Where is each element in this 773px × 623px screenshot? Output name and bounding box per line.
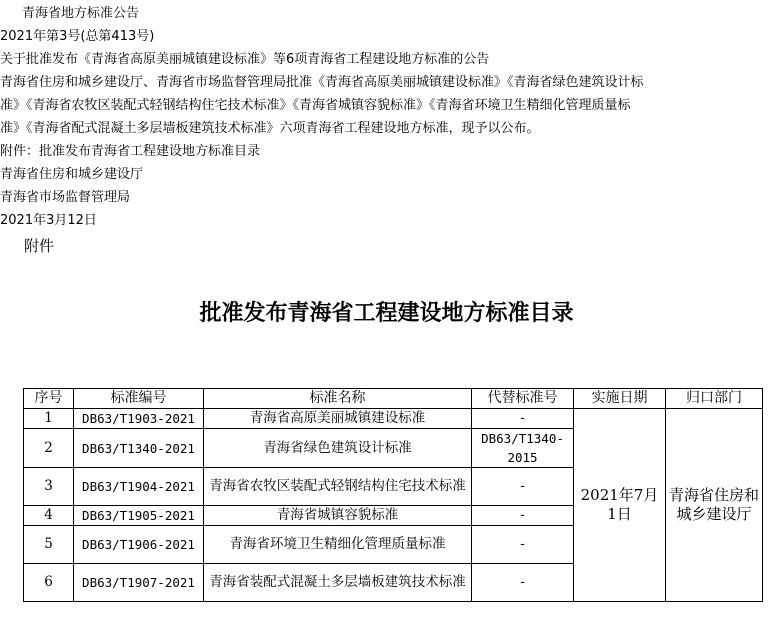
notice-body-line1: 青海省住房和城乡建设厅、青海省市场监督管理局批准《青海省高原美丽城镇建设标准》《青海省绿色建筑设计标: [0, 75, 644, 90]
cell-no: 6: [24, 564, 74, 602]
header-code: 标准编号: [74, 389, 204, 409]
header-department: 归口部门: [666, 389, 763, 409]
table-header-row: [24, 389, 763, 409]
table-row: [24, 409, 763, 429]
header-effective-date: 实施日期: [574, 389, 666, 409]
cell-name: 青海省绿色建筑设计标准: [204, 429, 472, 468]
cell-replaces: DB63/T1340-2015: [472, 429, 574, 468]
cell-department: 青海省住房和城乡建设厅: [666, 409, 763, 602]
cell-code: DB63/T1906-2021: [74, 526, 204, 564]
cell-name: 青海省高原美丽城镇建设标准: [204, 409, 472, 429]
cell-no: 1: [24, 409, 74, 429]
cell-code: DB63/T1903-2021: [74, 409, 204, 429]
cell-name: 青海省环境卫生精细化管理质量标准: [204, 526, 472, 564]
cell-code: DB63/T1904-2021: [74, 468, 204, 506]
notice-body-line2: 准》《青海省农牧区装配式轻钢结构住宅技术标准》《青海省城镇容貌标准》《青海省环境卫生精细化管理质量标: [0, 98, 631, 113]
attachment-note: 附件：批准发布青海省工程建设地方标准目录: [0, 144, 261, 159]
cell-name: 青海省装配式混凝土多层墙板建筑技术标准: [204, 564, 472, 602]
header-replaces: 代替标准号: [472, 389, 574, 409]
notice-subject: 关于批准发布《青海省高原美丽城镇建设标准》等6项青海省工程建设地方标准的公告: [0, 52, 490, 67]
cell-no: 3: [24, 468, 74, 506]
header-name: 标准名称: [204, 389, 472, 409]
notice-date: 2021年3月12日: [0, 213, 97, 228]
cell-code: DB63/T1905-2021: [74, 506, 204, 526]
standards-table: [23, 388, 763, 602]
cell-name: 青海省城镇容貌标准: [204, 506, 472, 526]
cell-no: 5: [24, 526, 74, 564]
document-title: 批准发布青海省工程建设地方标准目录: [199, 301, 574, 326]
attachment-label: 附件: [24, 237, 55, 255]
issuer-housing: 青海省住房和城乡建设厅: [0, 167, 144, 182]
cell-no: 4: [24, 506, 74, 526]
cell-replaces: -: [472, 468, 574, 506]
cell-replaces: -: [472, 564, 574, 602]
issuer-market: 青海省市场监督管理局: [0, 190, 131, 205]
notice-header: 青海省地方标准公告: [22, 6, 140, 21]
notice-body-line3: 准》《青海省配式混凝土多层墙板建筑技术标准》六项青海省工程建设地方标准，现予以公布。: [0, 121, 540, 136]
cell-code: DB63/T1340-2021: [74, 429, 204, 468]
header-no: 序号: [24, 389, 74, 409]
cell-replaces: -: [472, 526, 574, 564]
cell-replaces: -: [472, 409, 574, 429]
cell-effective-date: 2021年7月1日: [574, 409, 666, 602]
cell-code: DB63/T1907-2021: [74, 564, 204, 602]
cell-name: 青海省农牧区装配式轻钢结构住宅技术标准: [204, 468, 472, 506]
notice-number: 2021年第3号(总第413号): [0, 29, 155, 44]
cell-no: 2: [24, 429, 74, 468]
cell-replaces: -: [472, 506, 574, 526]
